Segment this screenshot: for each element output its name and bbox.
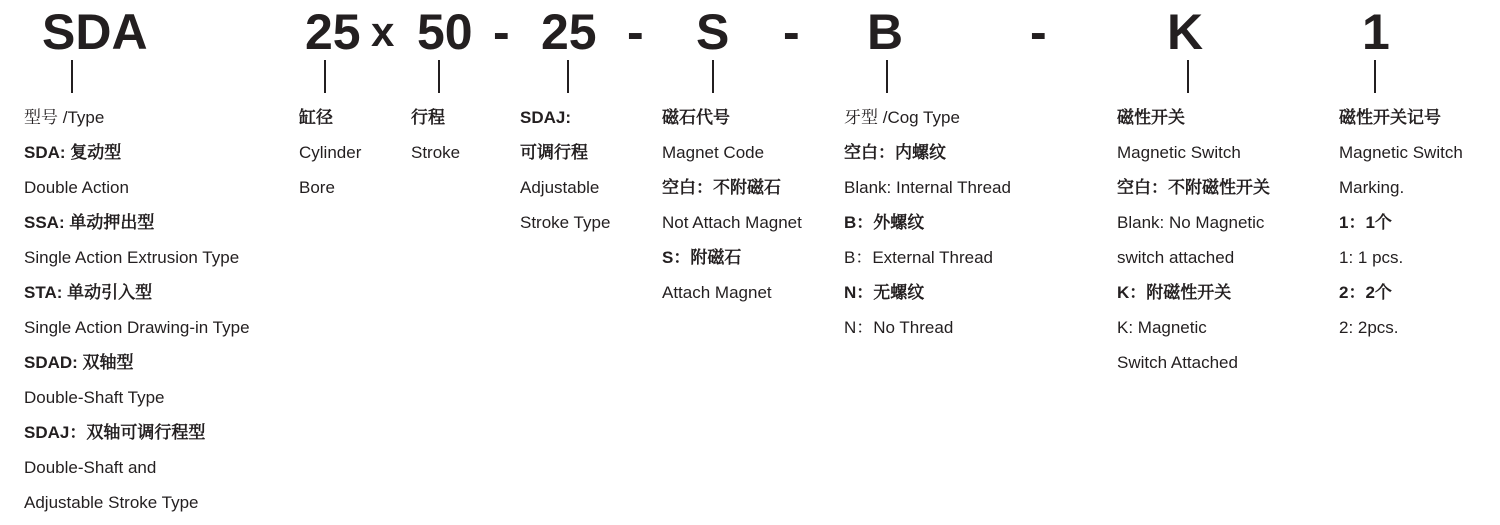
column-thread-line: 空白：内螺纹 xyxy=(844,143,946,162)
code-stroke: 50 xyxy=(417,4,473,60)
column-thread-line: B：外螺纹 xyxy=(844,213,925,232)
column-thread-line: B：External Thread xyxy=(844,248,993,267)
code-dash-2: - xyxy=(627,4,644,60)
tick-switch-count xyxy=(1374,60,1376,93)
column-thread xyxy=(844,100,1011,345)
column-magnet-line: Magnet Code xyxy=(662,143,765,162)
column-type-line: Double-Shaft Type xyxy=(24,388,165,407)
column-adjustable xyxy=(520,100,610,240)
code-thread: B xyxy=(867,4,904,60)
code-adjustable: 25 xyxy=(541,4,597,60)
column-thread-line: N：无螺纹 xyxy=(844,283,925,302)
column-switch-line: 磁性开关 xyxy=(1117,108,1185,127)
tick-switch xyxy=(1187,60,1189,93)
code-switch-count: 1 xyxy=(1362,4,1390,60)
column-type-line: Single Action Drawing-in Type xyxy=(24,318,250,337)
code-dash-4: - xyxy=(1030,4,1047,60)
tick-magnet xyxy=(712,60,714,93)
column-stroke-line: Stroke xyxy=(411,143,461,162)
column-type-line: STA: 单动引入型 xyxy=(24,283,153,302)
column-adjustable-line: 可调行程 xyxy=(520,143,588,162)
code-magnet: S xyxy=(696,4,730,60)
tick-bore xyxy=(324,60,326,93)
tick-adjustable xyxy=(567,60,569,93)
column-type-line: Double Action xyxy=(24,178,129,197)
column-switch-line: 空白：不附磁性开关 xyxy=(1117,178,1270,197)
column-bore-line: Cylinder xyxy=(299,143,362,162)
code-model: SDA xyxy=(42,4,148,60)
column-type-line: Adjustable Stroke Type xyxy=(24,493,199,512)
column-adjustable-line: SDAJ: xyxy=(520,108,572,127)
column-stroke-line: 行程 xyxy=(411,108,445,127)
column-switch_count-line: 1：1个 xyxy=(1339,213,1392,232)
column-magnet-line: Attach Magnet xyxy=(662,283,772,302)
column-bore-line: 缸径 xyxy=(299,108,333,127)
column-magnet-line: 磁石代号 xyxy=(662,108,730,127)
column-type-line: SSA: 单动押出型 xyxy=(24,213,155,232)
column-adjustable-line: Adjustable xyxy=(520,178,600,197)
column-switch-line: K: Magnetic xyxy=(1117,318,1207,337)
column-switch_count-line: 1: 1 pcs. xyxy=(1339,248,1404,267)
column-switch xyxy=(1117,100,1270,380)
tick-type xyxy=(71,60,73,93)
tick-thread xyxy=(886,60,888,93)
column-switch-line: Magnetic Switch xyxy=(1117,143,1241,162)
column-switch-line: Switch Attached xyxy=(1117,353,1238,372)
code-dash-1: - xyxy=(493,4,510,60)
column-bore xyxy=(299,100,361,205)
code-dash-3: - xyxy=(783,4,800,60)
tick-stroke xyxy=(438,60,440,93)
column-type xyxy=(24,100,250,520)
column-magnet-line: S：附磁石 xyxy=(662,248,742,267)
column-switch_count-line: 2: 2pcs. xyxy=(1339,318,1399,337)
column-switch_count-line: Marking. xyxy=(1339,178,1405,197)
column-switch-count xyxy=(1339,100,1463,345)
column-thread-line: Blank: Internal Thread xyxy=(844,178,1011,197)
column-switch_count-line: 2：2个 xyxy=(1339,283,1392,302)
column-adjustable-line: Stroke Type xyxy=(520,213,611,232)
column-magnet-line: Not Attach Magnet xyxy=(662,213,802,232)
column-thread-line: N：No Thread xyxy=(844,318,954,337)
code-switch: K xyxy=(1167,4,1204,60)
code-times: x xyxy=(371,8,395,55)
column-type-line: Double-Shaft and xyxy=(24,458,157,477)
column-thread-line: 牙型 /Cog Type xyxy=(844,108,960,127)
column-type-line: 型号 /Type xyxy=(24,108,105,127)
column-switch-line: Blank: No Magnetic xyxy=(1117,213,1265,232)
column-type-line: SDAJ：双轴可调行程型 xyxy=(24,423,206,442)
column-type-line: Single Action Extrusion Type xyxy=(24,248,240,267)
column-switch-line: K：附磁性开关 xyxy=(1117,283,1232,302)
column-stroke xyxy=(411,100,460,170)
column-magnet-line: 空白：不附磁石 xyxy=(662,178,781,197)
column-type-line: SDA: 复动型 xyxy=(24,143,122,162)
column-switch-line: switch attached xyxy=(1117,248,1235,267)
column-magnet xyxy=(662,100,802,310)
column-type-line: SDAD: 双轴型 xyxy=(24,353,134,372)
column-switch_count-line: Magnetic Switch xyxy=(1339,143,1463,162)
code-bore: 25 xyxy=(305,4,361,60)
column-bore-line: Bore xyxy=(299,178,335,197)
column-switch_count-line: 磁性开关记号 xyxy=(1339,108,1441,127)
